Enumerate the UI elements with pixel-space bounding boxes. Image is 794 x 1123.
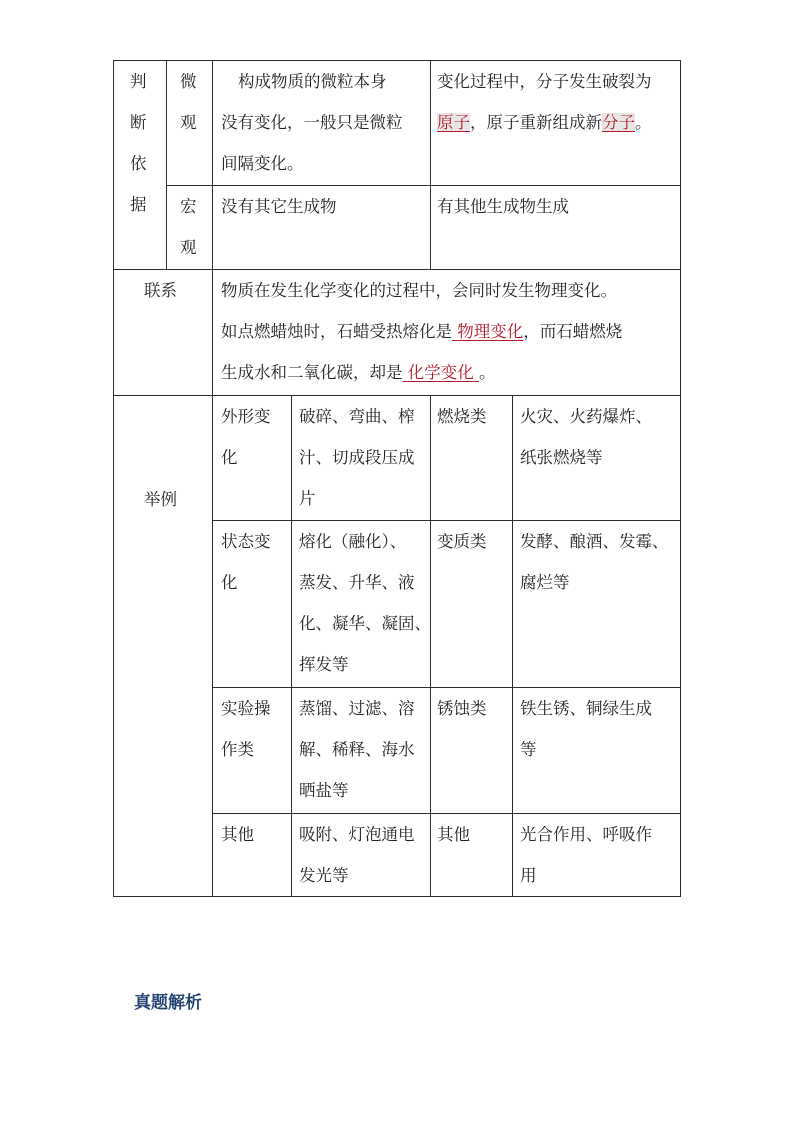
- relation-text-part: ，而石蜡燃烧: [523, 322, 623, 341]
- table-line: [430, 60, 431, 270]
- micro-chemical-text: [437, 102, 652, 143]
- example-physical-items: 吸附、灯泡通电: [299, 825, 415, 844]
- micro-physical-text: 间隔变化。: [221, 154, 304, 173]
- answer-chemical-change: [403, 363, 480, 382]
- macro-label-char: 观: [180, 238, 197, 257]
- example-chemical-type: 燃烧类: [437, 407, 487, 426]
- answer-molecule: 分子: [602, 113, 635, 132]
- section-heading: 真题解析: [134, 993, 202, 1013]
- example-physical-items: 熔化（融化）、: [299, 532, 407, 551]
- relation-text-part: 。: [479, 363, 496, 382]
- example-physical-type: 实验操: [221, 699, 271, 718]
- relation-text: 物质在发生化学变化的过程中，会同时发生物理变化。: [221, 281, 617, 300]
- table-border-right: [680, 60, 681, 897]
- relation-text-part: 生成水和二氧化碳，却是: [221, 363, 403, 382]
- table-line: [430, 395, 431, 897]
- micro-chemical-mid: ，原子重新组成新: [470, 113, 602, 132]
- example-physical-items: 蒸发、升华、液: [299, 573, 415, 592]
- micro-chemical-end: 。: [635, 113, 652, 132]
- micro-physical-text: 没有变化，一般只是微粒: [221, 113, 403, 132]
- example-physical-type: 作类: [221, 740, 254, 759]
- example-physical-items: 发光等: [299, 866, 349, 885]
- relation-label: 联系: [144, 281, 177, 300]
- answer-chemical-change-text: 化学变化: [407, 363, 474, 382]
- micro-physical-text: 构成物质的微粒本身: [238, 72, 387, 91]
- example-physical-items: 破碎、弯曲、榨: [299, 407, 415, 426]
- example-chemical-type: 变质类: [437, 532, 487, 551]
- example-chemical-items: 等: [520, 740, 537, 759]
- example-chemical-items: 腐烂等: [520, 573, 570, 592]
- basis-label-char: 据: [130, 195, 147, 214]
- macro-label-char: 宏: [180, 197, 197, 216]
- example-chemical-items: 火灾、火药爆炸、: [520, 407, 652, 426]
- answer-physical-change: [452, 322, 523, 341]
- example-chemical-items: 发酵、酿酒、发霉、: [520, 532, 669, 551]
- table-line: [291, 395, 292, 897]
- relation-text: [221, 311, 622, 352]
- example-chemical-items: 铁生锈、铜绿生成: [520, 699, 652, 718]
- micro-chemical-text: 变化过程中，分子发生破裂为: [437, 72, 652, 91]
- table-border-bottom: [113, 896, 681, 897]
- example-physical-type: 化: [221, 573, 238, 592]
- example-physical-type: 其他: [221, 825, 254, 844]
- example-physical-items: 片: [299, 489, 316, 508]
- example-chemical-items: 纸张燃烧等: [520, 448, 603, 467]
- relation-text-part: 如点燃蜡烛时，石蜡受热熔化是: [221, 322, 452, 341]
- example-chemical-items: 用: [520, 866, 537, 885]
- example-chemical-items: 光合作用、呼吸作: [520, 825, 652, 844]
- example-chemical-type: 其他: [437, 825, 470, 844]
- macro-physical-text: 没有其它生成物: [221, 197, 337, 216]
- examples-label: 举例: [144, 490, 177, 509]
- micro-label-char: 观: [180, 113, 197, 132]
- example-physical-type: 外形变: [221, 407, 271, 426]
- example-physical-items: 挥发等: [299, 655, 349, 674]
- table-border-left: [113, 60, 114, 897]
- relation-text: [221, 352, 496, 393]
- example-physical-type: 化: [221, 448, 238, 467]
- macro-chemical-text: 有其他生成物生成: [437, 197, 569, 216]
- example-physical-items: 解、稀释、海水: [299, 740, 415, 759]
- example-chemical-type: 锈蚀类: [437, 699, 487, 718]
- example-physical-items: 化、凝华、凝固、: [299, 614, 431, 633]
- answer-atom: 原子: [437, 113, 470, 132]
- table-line: [212, 60, 213, 897]
- basis-label-char: 断: [130, 113, 147, 132]
- example-physical-items: 晒盐等: [299, 781, 349, 800]
- example-physical-items: 汁、切成段压成: [299, 448, 415, 467]
- example-physical-items: 蒸馏、过滤、溶: [299, 699, 415, 718]
- micro-label-char: 微: [180, 72, 197, 91]
- basis-label-char: 判: [130, 72, 147, 91]
- basis-label-char: 依: [130, 154, 147, 173]
- table-line: [512, 395, 513, 897]
- answer-physical-change-text: 物理变化: [457, 322, 524, 341]
- table-line: [166, 60, 167, 270]
- example-physical-type: 状态变: [221, 532, 271, 551]
